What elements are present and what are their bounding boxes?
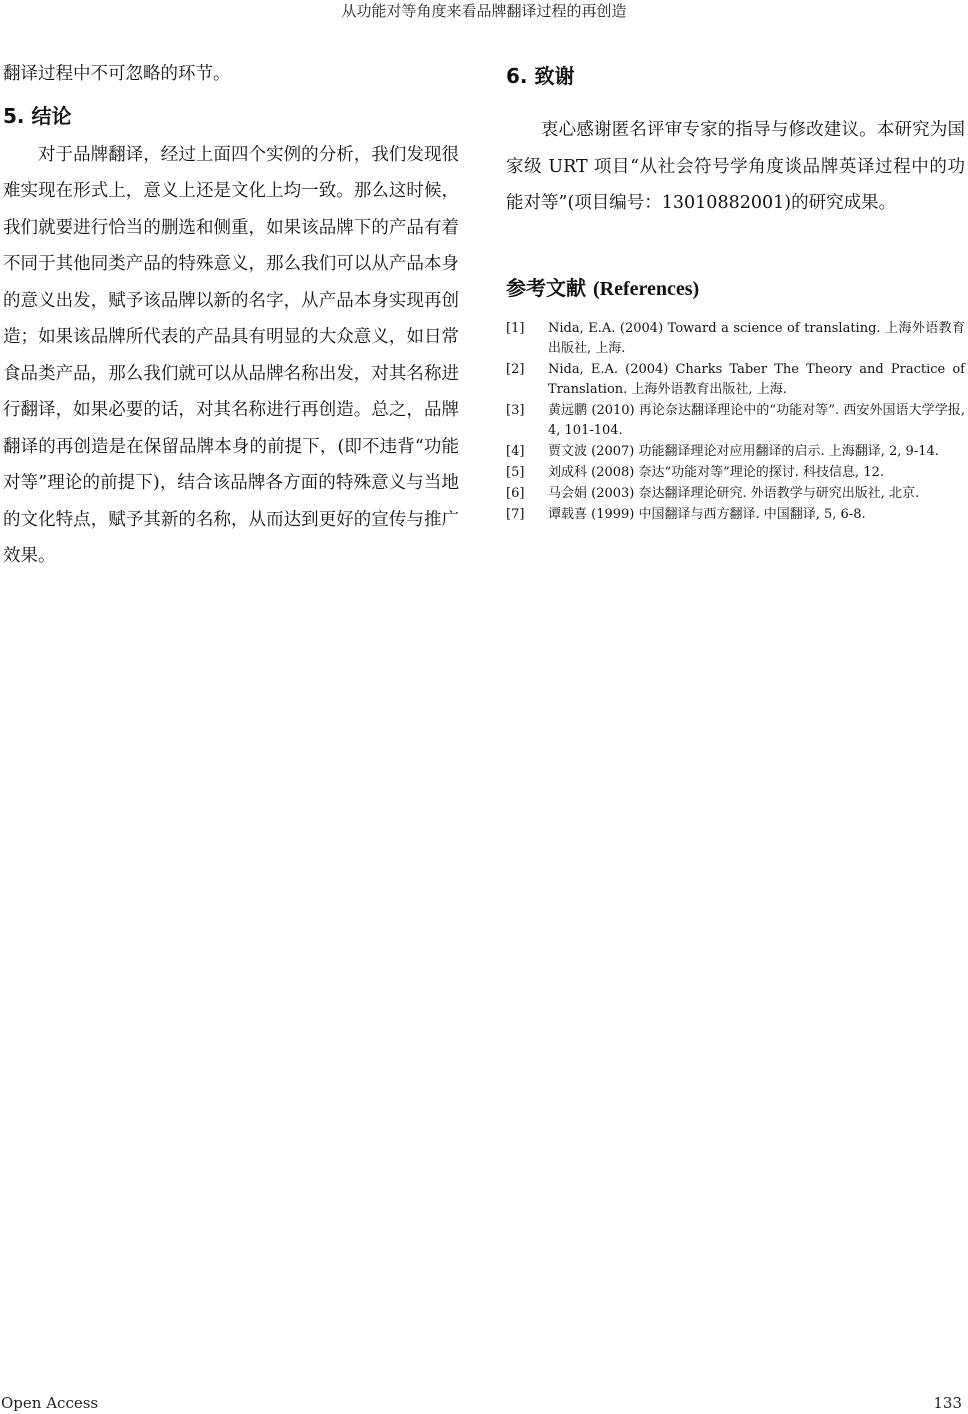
reference-number: [5] [506,464,525,480]
continued-paragraph: 翻译过程中不可忽略的环节。 [3,64,231,84]
reference-number: [6] [506,485,525,501]
reference-number: [2] [506,361,525,377]
references-heading-en: (References) [592,277,700,300]
right-column [506,56,965,526]
reference-text: 黄远鹏 (2010) 再论奈达翻译理论中的“功能对等”. 西安外国语大学学报, 4, 101-104. [548,402,965,438]
reference-number: [4] [506,443,525,459]
reference-text: 马会娟 (2003) 奈达翻译理论研究. 外语教学与研究出版社, 北京. [548,485,920,501]
reference-text: 贾文波 (2007) 功能翻译理论对应用翻译的启示. 上海翻译, 2, 9-14. [548,443,939,459]
reference-item [506,401,965,441]
reference-item [506,484,965,504]
running-title: 从功能对等角度来看品牌翻译过程的再创造 [341,2,627,20]
reference-number: [7] [506,506,525,522]
section-5-paragraph: 对于品牌翻译，经过上面四个实例的分析，我们发现很难实现在形式上，意义上还是文化上均一致。那么这时候，我们就要进行恰当的删选和侧重，如果该品牌下的产品有着不同于其他同类产品的特殊意义，那么我们可以从产品本身的意义出发，赋予该品牌以新的名字，从产品本身实现再创造；如果该品牌所代表的产品具有明显的大众意义，如日常食品类产品，那么我们就可以从品牌名称出发，对其名称进行翻译，如果必要的话，对其名称进行再创造。总之，品牌翻译的再创造是在保留品牌本身的前提下，(即不违背“功能对等”理论的前提下)，结合该品牌各方面的特殊意义与当地的文化特点，赋予其新的名称，从而达到更好的宣传与推广效果。 [3,144,459,566]
reference-number: [1] [506,320,525,336]
reference-text: 谭载喜 (1999) 中国翻译与西方翻译. 中国翻译, 5, 6-8. [548,506,866,522]
reference-item [506,505,965,525]
publisher-label: Open Access [1,1394,99,1412]
section-6-heading: 6. 致谢 [506,64,575,88]
reference-text: Nida, E.A. (2004) Toward a science of translating. 上海外语教育出版社, 上海. [548,320,965,356]
section-5-heading: 5. 结论 [3,103,72,128]
references-heading [506,274,965,303]
reference-text: 刘成科 (2008) 奈达“功能对等”理论的探讨. 科技信息, 12. [548,464,884,480]
page-footer [0,1392,968,1414]
left-column [3,56,459,575]
reference-text: Nida, E.A. (2004) Charks Taber The Theory and Practice of Translation. 上海外语教育出版社, 上海. [548,361,965,397]
references-heading-zh: 参考文献 [506,275,586,300]
page-number: 133 [933,1394,962,1412]
reference-list [506,319,965,525]
acknowledgement-paragraph: 衷心感谢匿名评审专家的指导与修改建议。本研究为国家级 URT 项目“从社会符号学角度谈品牌英译过程中的功能对等”(项目编号：13010882001)的研究成果。 [506,120,965,213]
reference-item [506,319,965,359]
reference-number: [3] [506,402,525,418]
reference-item [506,463,965,483]
reference-item [506,442,965,462]
reference-item [506,360,965,400]
